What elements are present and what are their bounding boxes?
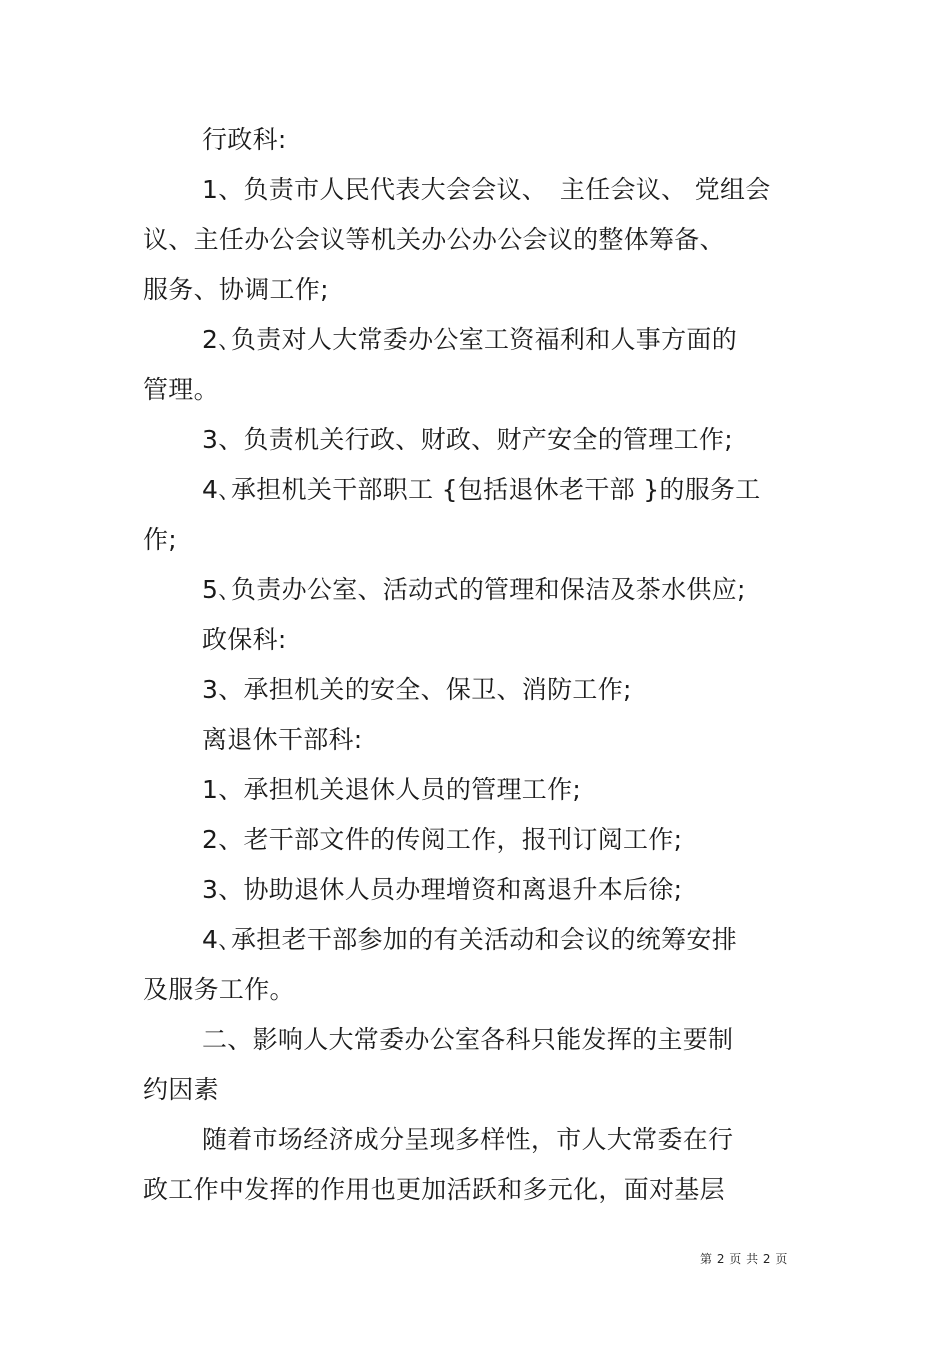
paragraph-line: 及服务工作。: [143, 975, 295, 1004]
paragraph-line: 服务、协调工作;: [143, 275, 329, 304]
paragraph-line: 5､负责办公室、活动式的管理和保洁及茶水供应;: [202, 575, 746, 604]
paragraph-line: 政工作中发挥的作用也更加活跃和多元化，面对基层: [143, 1175, 725, 1204]
paragraph-line: 1、承担机关退休人员的管理工作;: [202, 775, 582, 804]
paragraph-line: 4､承担老干部参加的有关活动和会议的统筹安排: [202, 925, 738, 954]
paragraph-line: 3、负责机关行政、财政、财产安全的管理工作;: [202, 425, 733, 454]
section-heading-constraints: 二、影响人大常委办公室各科只能发挥的主要制: [202, 1025, 734, 1054]
paragraph-line: 3、协助退休人员办理增资和离退升本后徐;: [202, 875, 683, 904]
heading-administration-section: 行政科:: [202, 125, 287, 154]
paragraph-line: 3、承担机关的安全、保卫、消防工作;: [202, 675, 632, 704]
paragraph-line: 2､负责对人大常委办公室工资福利和人事方面的: [202, 325, 738, 354]
paragraph-line: 1、负责市人民代表大会会议、 主任会议、 党组会: [202, 175, 771, 204]
paragraph-line: 管理。: [143, 375, 219, 404]
paragraph-line: 作;: [143, 525, 178, 554]
heading-retired-cadres-section: 离退休干部科:: [202, 725, 363, 754]
page-number-footer: 第 2 页 共 2 页: [700, 1252, 788, 1266]
paragraph-line: 4､承担机关干部职工 {包括退休老干部 }的服务工: [202, 475, 761, 504]
paragraph-line: 随着市场经济成分呈现多样性，市人大常委在行: [202, 1125, 734, 1154]
paragraph-line: 约因素: [143, 1075, 219, 1104]
paragraph-line: 2、老干部文件的传阅工作，报刊订阅工作;: [202, 825, 683, 854]
heading-security-section: 政保科:: [202, 625, 287, 654]
paragraph-line: 议、主任办公会议等机关办公办公会议的整体筹备、: [143, 225, 725, 254]
